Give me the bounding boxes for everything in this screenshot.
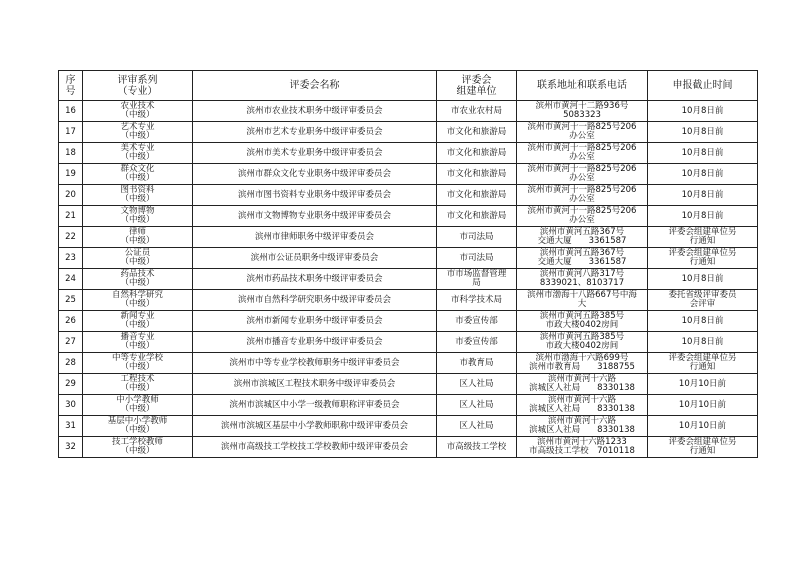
committee-name-cell <box>193 269 437 290</box>
contact-info: 滨州市黄河八路317号 8339021、8103717 <box>539 269 625 288</box>
committee-name: 滨州市中等专业学校教师职务中级评审委员会 <box>229 357 400 368</box>
deadline: 委托省级评审委员 会评审 <box>668 290 737 309</box>
review-series: 文物博物 （中级） <box>120 206 155 225</box>
deadline: 10月8日前 <box>681 105 724 116</box>
organizing-unit-cell <box>437 374 517 395</box>
deadline-cell <box>648 353 758 374</box>
deadline: 评委会组建单位另 行通知 <box>668 227 737 246</box>
row-number-cell <box>59 185 83 206</box>
deadline: 10月8日前 <box>681 126 724 137</box>
organizing-unit-cell <box>437 248 517 269</box>
organizing-unit-cell <box>437 437 517 458</box>
deadline: 10月8日前 <box>681 210 724 221</box>
contact-info-cell <box>517 248 648 269</box>
table-row <box>59 290 758 311</box>
organizing-unit: 区人社局 <box>459 399 494 410</box>
committee-name-cell <box>193 185 437 206</box>
organizing-unit-cell <box>437 395 517 416</box>
deadline: 10月8日前 <box>681 315 724 326</box>
organizing-unit-cell <box>437 416 517 437</box>
deadline: 10月10日前 <box>678 378 727 389</box>
deadline-cell <box>648 437 758 458</box>
table-row <box>59 269 758 290</box>
contact-info-cell <box>517 353 648 374</box>
contact-info-cell <box>517 164 648 185</box>
contact-info-cell <box>517 437 648 458</box>
organizing-unit: 市教育局 <box>459 357 494 368</box>
table-row <box>59 353 758 374</box>
deadline-cell <box>648 290 758 311</box>
contact-info-cell <box>517 122 648 143</box>
deadline: 评委会组建单位另 行通知 <box>668 437 737 456</box>
review-series: 工程技术 （中级） <box>120 374 155 393</box>
review-series-cell <box>83 353 193 374</box>
contact-info-cell <box>517 269 648 290</box>
contact-info-cell <box>517 416 648 437</box>
committee-name: 滨州市滨城区基层中小学教师职称中级评审委员会 <box>220 420 408 431</box>
organizing-unit: 市司法局 <box>459 231 494 242</box>
row-number-cell <box>59 122 83 143</box>
committee-name: 滨州市药品技术职务中级评审委员会 <box>246 273 383 284</box>
committee-name: 滨州市艺术专业职务中级评审委员会 <box>246 126 383 137</box>
row-number-cell <box>59 332 83 353</box>
committee-name-cell <box>193 227 437 248</box>
table-row <box>59 332 758 353</box>
row-number-cell <box>59 101 83 122</box>
committee-name: 滨州市播音专业职务中级评审委员会 <box>246 336 383 347</box>
contact-info-cell <box>517 332 648 353</box>
organizing-unit-cell <box>437 353 517 374</box>
review-committee-table <box>58 70 758 458</box>
organizing-unit-cell <box>437 269 517 290</box>
row-number-cell <box>59 416 83 437</box>
committee-name: 滨州市自然科学研究职务中级评审委员会 <box>237 294 391 305</box>
committee-name-cell <box>193 290 437 311</box>
organizing-unit: 市文化和旅游局 <box>446 210 507 221</box>
header-committee: 评委会名称 <box>193 71 437 101</box>
organizing-unit-cell <box>437 227 517 248</box>
contact-info-cell <box>517 395 648 416</box>
row-number: 24 <box>65 273 76 284</box>
contact-info-cell <box>517 206 648 227</box>
deadline: 10月10日前 <box>678 420 727 431</box>
contact-info-cell <box>517 227 648 248</box>
organizing-unit: 市高级技工学校 <box>446 441 507 452</box>
organizing-unit-cell <box>437 206 517 227</box>
row-number: 29 <box>65 378 76 389</box>
header-unit: 评委会 组建单位 <box>437 71 517 101</box>
header-deadline: 申报截止时间 <box>648 71 758 101</box>
committee-name-cell <box>193 311 437 332</box>
committee-name: 滨州市美术专业职务中级评审委员会 <box>246 147 383 158</box>
committee-name-cell <box>193 416 437 437</box>
table-row <box>59 248 758 269</box>
contact-info-cell <box>517 101 648 122</box>
committee-name: 滨州市群众文化专业职务中级评审委员会 <box>237 168 391 179</box>
table-row <box>59 122 758 143</box>
table-row <box>59 101 758 122</box>
row-number-cell <box>59 290 83 311</box>
committee-name-cell <box>193 143 437 164</box>
review-series-cell <box>83 311 193 332</box>
header-contact: 联系地址和联系电话 <box>517 71 648 101</box>
review-series-cell <box>83 227 193 248</box>
review-series-cell <box>83 143 193 164</box>
contact-info: 滨州市黄河十六路 滨城区人社局 8330138 <box>529 374 635 393</box>
review-series-cell <box>83 332 193 353</box>
row-number-cell <box>59 206 83 227</box>
table-row <box>59 437 758 458</box>
review-series: 美术专业 （中级） <box>120 143 155 162</box>
row-number: 20 <box>65 189 76 200</box>
committee-name: 滨州市滨城区工程技术职务中级评审委员会 <box>233 378 396 389</box>
review-series-cell <box>83 290 193 311</box>
row-number-cell <box>59 164 83 185</box>
committee-name-cell <box>193 164 437 185</box>
organizing-unit: 市委宣传部 <box>455 336 498 347</box>
organizing-unit-cell <box>437 122 517 143</box>
organizing-unit-cell <box>437 143 517 164</box>
review-series-cell <box>83 164 193 185</box>
row-number: 22 <box>65 231 76 242</box>
deadline-cell <box>648 185 758 206</box>
row-number: 31 <box>65 420 76 431</box>
row-number: 30 <box>65 399 76 410</box>
committee-name-cell <box>193 101 437 122</box>
deadline-cell <box>648 122 758 143</box>
table-row <box>59 227 758 248</box>
review-series: 新闻专业 （中级） <box>120 311 155 330</box>
deadline-cell <box>648 227 758 248</box>
review-series: 公证员 （中级） <box>120 248 155 267</box>
organizing-unit: 市司法局 <box>459 252 494 263</box>
row-number: 23 <box>65 252 76 263</box>
deadline: 10月8日前 <box>681 273 724 284</box>
review-series-cell <box>83 416 193 437</box>
row-number: 18 <box>65 147 76 158</box>
contact-info: 滨州市黄河十六路1233 市高级技工学校 7010118 <box>529 437 635 456</box>
row-number: 19 <box>65 168 76 179</box>
review-series-cell <box>83 122 193 143</box>
row-number-cell <box>59 437 83 458</box>
contact-info: 滨州市黄河十一路825号206 办公室 <box>527 122 637 141</box>
committee-name: 滨州市高级技工学校技工学校教师中级评审委员会 <box>220 441 408 452</box>
deadline-cell <box>648 311 758 332</box>
table-row <box>59 395 758 416</box>
deadline-cell <box>648 101 758 122</box>
organizing-unit-cell <box>437 101 517 122</box>
contact-info-cell <box>517 374 648 395</box>
deadline-cell <box>648 374 758 395</box>
review-series-cell <box>83 185 193 206</box>
review-series: 群众文化 （中级） <box>120 164 155 183</box>
contact-info: 滨州市黄河五路367号 交通大厦 3361587 <box>537 227 627 246</box>
review-series-cell <box>83 374 193 395</box>
committee-name: 滨州市滨城区中小学一级教师职称评审委员会 <box>229 399 400 410</box>
review-series: 自然科学研究 （中级） <box>111 290 163 309</box>
review-series-cell <box>83 269 193 290</box>
deadline-cell <box>648 206 758 227</box>
organizing-unit: 市文化和旅游局 <box>446 168 507 179</box>
deadline-cell <box>648 395 758 416</box>
contact-info-cell <box>517 290 648 311</box>
committee-name-cell <box>193 332 437 353</box>
deadline: 10月8日前 <box>681 189 724 200</box>
row-number-cell <box>59 269 83 290</box>
organizing-unit: 市文化和旅游局 <box>446 147 507 158</box>
organizing-unit-cell <box>437 311 517 332</box>
contact-info: 滨州市黄河十一路825号206 办公室 <box>527 185 637 204</box>
row-number: 32 <box>65 441 76 452</box>
row-number-cell <box>59 248 83 269</box>
committee-name-cell <box>193 437 437 458</box>
review-series: 律师 （中级） <box>120 227 155 246</box>
organizing-unit: 市文化和旅游局 <box>446 126 507 137</box>
review-series-cell <box>83 101 193 122</box>
organizing-unit: 市农业农村局 <box>450 105 502 116</box>
committee-name-cell <box>193 122 437 143</box>
contact-info: 滨州市黄河五路385号 市政大楼0402房间 <box>539 311 625 330</box>
row-number-cell <box>59 395 83 416</box>
contact-info-cell <box>517 185 648 206</box>
deadline-cell <box>648 248 758 269</box>
committee-name: 滨州市农业技术职务中级评审委员会 <box>246 105 383 116</box>
deadline: 10月10日前 <box>678 399 727 410</box>
organizing-unit: 区人社局 <box>459 378 494 389</box>
contact-info: 滨州市黄河五路385号 市政大楼0402房间 <box>539 332 625 351</box>
row-number-cell <box>59 353 83 374</box>
table-row <box>59 311 758 332</box>
table-row <box>59 164 758 185</box>
committee-name-cell <box>193 353 437 374</box>
organizing-unit-cell <box>437 164 517 185</box>
header-series: 评审系列 （专业） <box>83 71 193 101</box>
review-series-cell <box>83 437 193 458</box>
review-series-cell <box>83 206 193 227</box>
row-number: 16 <box>65 105 76 116</box>
organizing-unit: 市委宣传部 <box>455 315 498 326</box>
deadline: 评委会组建单位另 行通知 <box>668 353 737 372</box>
committee-name-cell <box>193 206 437 227</box>
organizing-unit-cell <box>437 332 517 353</box>
committee-name-cell <box>193 374 437 395</box>
committee-name: 滨州市公证员职务中级评审委员会 <box>250 252 379 263</box>
table-row <box>59 374 758 395</box>
deadline: 10月8日前 <box>681 168 724 179</box>
organizing-unit-cell <box>437 290 517 311</box>
committee-name-cell <box>193 395 437 416</box>
deadline-cell <box>648 416 758 437</box>
deadline-cell <box>648 269 758 290</box>
table-row <box>59 416 758 437</box>
organizing-unit-cell <box>437 185 517 206</box>
row-number-cell <box>59 143 83 164</box>
row-number: 17 <box>65 126 76 137</box>
contact-info: 滨州市黄河十六路 滨城区人社局 8330138 <box>529 416 635 435</box>
deadline-cell <box>648 164 758 185</box>
review-series: 播音专业 （中级） <box>120 332 155 351</box>
contact-info: 滨州市渤海十六路699号 滨州市教育局 3188755 <box>529 353 635 372</box>
row-number: 28 <box>65 357 76 368</box>
contact-info: 滨州市黄河十一路825号206 办公室 <box>527 143 637 162</box>
organizing-unit: 市科学技术局 <box>450 294 502 305</box>
committee-name: 滨州市图书资料专业职务中级评审委员会 <box>237 189 391 200</box>
organizing-unit: 市市场监督管理 局 <box>446 269 507 288</box>
review-series: 中等专业学校 （中级） <box>111 353 163 372</box>
review-series: 艺术专业 （中级） <box>120 122 155 141</box>
row-number: 27 <box>65 336 76 347</box>
review-series: 技工学校教师 （中级） <box>111 437 163 456</box>
contact-info: 滨州市黄河十一路825号206 办公室 <box>527 164 637 183</box>
committee-name: 滨州市文物博物专业职务中级评审委员会 <box>237 210 391 221</box>
committee-name: 滨州市新闻专业职务中级评审委员会 <box>246 315 383 326</box>
header-number: 序 号 <box>59 71 83 101</box>
contact-info: 滨州市黄河十一路825号206 办公室 <box>527 206 637 225</box>
contact-info: 滨州市黄河五路367号 交通大厦 3361587 <box>537 248 627 267</box>
deadline-cell <box>648 332 758 353</box>
contact-info-cell <box>517 311 648 332</box>
deadline: 10月8日前 <box>681 147 724 158</box>
table-row <box>59 185 758 206</box>
review-series: 药品技术 （中级） <box>120 269 155 288</box>
table-header-row <box>59 71 758 101</box>
deadline: 评委会组建单位另 行通知 <box>668 248 737 267</box>
deadline-cell <box>648 143 758 164</box>
deadline: 10月8日前 <box>681 336 724 347</box>
table-row <box>59 143 758 164</box>
committee-name: 滨州市律师职务中级评审委员会 <box>254 231 374 242</box>
contact-info: 滨州市黄河十二路936号 5083323 <box>535 101 629 120</box>
row-number: 21 <box>65 210 76 221</box>
review-series: 图书资料 （中级） <box>120 185 155 204</box>
review-series: 中小学教师 （中级） <box>116 395 159 414</box>
row-number-cell <box>59 227 83 248</box>
row-number: 25 <box>65 294 76 305</box>
review-series: 农业技术 （中级） <box>120 101 155 120</box>
review-series-cell <box>83 248 193 269</box>
contact-info: 滨州市渤海十八路667号中海 大 <box>527 290 637 309</box>
row-number-cell <box>59 311 83 332</box>
review-series: 基层中小学教师 （中级） <box>107 416 168 435</box>
table-row <box>59 206 758 227</box>
row-number: 26 <box>65 315 76 326</box>
organizing-unit: 区人社局 <box>459 420 494 431</box>
review-series-cell <box>83 395 193 416</box>
committee-name-cell <box>193 248 437 269</box>
organizing-unit: 市文化和旅游局 <box>446 189 507 200</box>
row-number-cell <box>59 374 83 395</box>
contact-info-cell <box>517 143 648 164</box>
contact-info: 滨州市黄河十六路 滨城区人社局 8330138 <box>529 395 635 414</box>
